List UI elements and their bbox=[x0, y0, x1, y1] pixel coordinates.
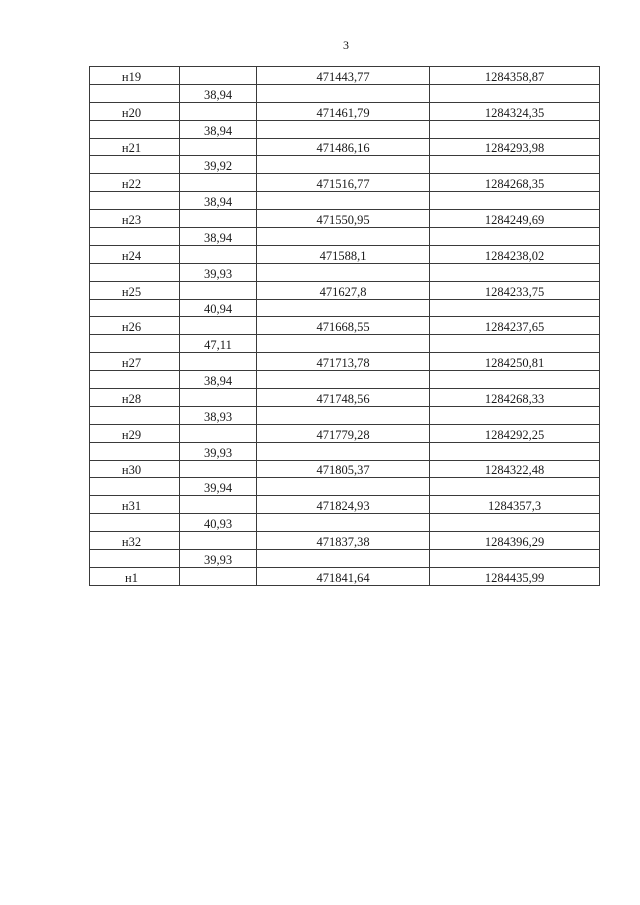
distance-cell-empty bbox=[180, 317, 257, 335]
point-name-cell: н21 bbox=[90, 138, 180, 156]
x-coordinate-cell-empty bbox=[257, 228, 430, 246]
y-coordinate-cell-empty bbox=[430, 442, 600, 460]
distance-cell-empty bbox=[180, 210, 257, 228]
point-name-cell-empty bbox=[90, 371, 180, 389]
distance-cell: 39,93 bbox=[180, 263, 257, 281]
point-name-cell: н28 bbox=[90, 389, 180, 407]
point-name-cell-empty bbox=[90, 192, 180, 210]
point-name-cell-empty bbox=[90, 156, 180, 174]
point-name-cell-empty bbox=[90, 550, 180, 568]
point-row bbox=[90, 389, 600, 407]
distance-cell: 39,92 bbox=[180, 156, 257, 174]
point-name-cell-empty bbox=[90, 406, 180, 424]
x-coordinate-cell-empty bbox=[257, 156, 430, 174]
x-coordinate-cell-empty bbox=[257, 84, 430, 102]
y-coordinate-cell: 1284293,98 bbox=[430, 138, 600, 156]
y-coordinate-cell: 1284322,48 bbox=[430, 460, 600, 478]
x-coordinate-cell: 471550,95 bbox=[257, 210, 430, 228]
y-coordinate-cell: 1284292,25 bbox=[430, 424, 600, 442]
distance-cell-empty bbox=[180, 245, 257, 263]
point-name-cell-empty bbox=[90, 120, 180, 138]
y-coordinate-cell: 1284237,65 bbox=[430, 317, 600, 335]
y-coordinate-cell: 1284233,75 bbox=[430, 281, 600, 299]
x-coordinate-cell-empty bbox=[257, 514, 430, 532]
point-row bbox=[90, 138, 600, 156]
x-coordinate-cell: 471516,77 bbox=[257, 174, 430, 192]
distance-row bbox=[90, 442, 600, 460]
y-coordinate-cell: 1284268,33 bbox=[430, 389, 600, 407]
x-coordinate-cell-empty bbox=[257, 406, 430, 424]
y-coordinate-cell-empty bbox=[430, 263, 600, 281]
point-row bbox=[90, 532, 600, 550]
point-row bbox=[90, 496, 600, 514]
point-name-cell-empty bbox=[90, 228, 180, 246]
distance-row bbox=[90, 120, 600, 138]
point-name-cell: н22 bbox=[90, 174, 180, 192]
point-row bbox=[90, 424, 600, 442]
point-row bbox=[90, 174, 600, 192]
x-coordinate-cell-empty bbox=[257, 192, 430, 210]
point-name-cell: н27 bbox=[90, 353, 180, 371]
x-coordinate-cell: 471588,1 bbox=[257, 245, 430, 263]
distance-cell-empty bbox=[180, 389, 257, 407]
y-coordinate-cell-empty bbox=[430, 156, 600, 174]
point-name-cell: н26 bbox=[90, 317, 180, 335]
y-coordinate-cell-empty bbox=[430, 192, 600, 210]
y-coordinate-cell: 1284324,35 bbox=[430, 102, 600, 120]
distance-row bbox=[90, 478, 600, 496]
point-name-cell-empty bbox=[90, 84, 180, 102]
distance-row bbox=[90, 406, 600, 424]
y-coordinate-cell-empty bbox=[430, 371, 600, 389]
point-row bbox=[90, 210, 600, 228]
y-coordinate-cell-empty bbox=[430, 406, 600, 424]
x-coordinate-cell: 471627,8 bbox=[257, 281, 430, 299]
x-coordinate-cell-empty bbox=[257, 335, 430, 353]
point-name-cell: н1 bbox=[90, 567, 180, 585]
y-coordinate-cell-empty bbox=[430, 299, 600, 317]
point-name-cell: н29 bbox=[90, 424, 180, 442]
y-coordinate-cell: 1284358,87 bbox=[430, 67, 600, 85]
distance-cell: 38,93 bbox=[180, 406, 257, 424]
y-coordinate-cell-empty bbox=[430, 478, 600, 496]
x-coordinate-cell-empty bbox=[257, 371, 430, 389]
distance-row bbox=[90, 550, 600, 568]
distance-cell-empty bbox=[180, 567, 257, 585]
point-name-cell: н30 bbox=[90, 460, 180, 478]
point-name-cell-empty bbox=[90, 335, 180, 353]
x-coordinate-cell: 471805,37 bbox=[257, 460, 430, 478]
y-coordinate-cell: 1284357,3 bbox=[430, 496, 600, 514]
x-coordinate-cell-empty bbox=[257, 550, 430, 568]
distance-cell: 39,93 bbox=[180, 550, 257, 568]
distance-row bbox=[90, 84, 600, 102]
distance-row bbox=[90, 156, 600, 174]
x-coordinate-cell: 471668,55 bbox=[257, 317, 430, 335]
distance-cell-empty bbox=[180, 102, 257, 120]
distance-cell: 39,94 bbox=[180, 478, 257, 496]
y-coordinate-cell: 1284396,29 bbox=[430, 532, 600, 550]
x-coordinate-cell-empty bbox=[257, 263, 430, 281]
x-coordinate-cell: 471443,77 bbox=[257, 67, 430, 85]
distance-cell-empty bbox=[180, 496, 257, 514]
distance-cell: 38,94 bbox=[180, 120, 257, 138]
distance-cell-empty bbox=[180, 460, 257, 478]
coordinates-table-body bbox=[90, 67, 600, 586]
point-name-cell: н24 bbox=[90, 245, 180, 263]
y-coordinate-cell-empty bbox=[430, 514, 600, 532]
distance-row bbox=[90, 299, 600, 317]
distance-cell: 47,11 bbox=[180, 335, 257, 353]
distance-row bbox=[90, 371, 600, 389]
distance-cell: 38,94 bbox=[180, 371, 257, 389]
x-coordinate-cell: 471486,16 bbox=[257, 138, 430, 156]
point-row bbox=[90, 281, 600, 299]
distance-cell: 40,94 bbox=[180, 299, 257, 317]
y-coordinate-cell: 1284435,99 bbox=[430, 567, 600, 585]
distance-cell-empty bbox=[180, 353, 257, 371]
y-coordinate-cell-empty bbox=[430, 84, 600, 102]
distance-cell-empty bbox=[180, 281, 257, 299]
distance-row bbox=[90, 192, 600, 210]
point-row bbox=[90, 353, 600, 371]
x-coordinate-cell-empty bbox=[257, 478, 430, 496]
y-coordinate-cell: 1284249,69 bbox=[430, 210, 600, 228]
distance-row bbox=[90, 335, 600, 353]
y-coordinate-cell: 1284268,35 bbox=[430, 174, 600, 192]
x-coordinate-cell: 471779,28 bbox=[257, 424, 430, 442]
page-number: 3 bbox=[343, 38, 349, 52]
x-coordinate-cell: 471841,64 bbox=[257, 567, 430, 585]
distance-cell: 38,94 bbox=[180, 228, 257, 246]
distance-cell: 39,93 bbox=[180, 442, 257, 460]
x-coordinate-cell: 471748,56 bbox=[257, 389, 430, 407]
point-name-cell: н31 bbox=[90, 496, 180, 514]
distance-cell-empty bbox=[180, 138, 257, 156]
point-row bbox=[90, 102, 600, 120]
y-coordinate-cell: 1284238,02 bbox=[430, 245, 600, 263]
y-coordinate-cell-empty bbox=[430, 335, 600, 353]
distance-row bbox=[90, 263, 600, 281]
point-name-cell-empty bbox=[90, 478, 180, 496]
point-name-cell-empty bbox=[90, 299, 180, 317]
point-name-cell-empty bbox=[90, 263, 180, 281]
point-name-cell: н32 bbox=[90, 532, 180, 550]
point-row bbox=[90, 567, 600, 585]
y-coordinate-cell-empty bbox=[430, 550, 600, 568]
coordinates-table bbox=[89, 66, 600, 586]
y-coordinate-cell-empty bbox=[430, 120, 600, 138]
distance-cell-empty bbox=[180, 67, 257, 85]
distance-cell: 40,93 bbox=[180, 514, 257, 532]
point-row bbox=[90, 245, 600, 263]
distance-cell: 38,94 bbox=[180, 84, 257, 102]
x-coordinate-cell: 471837,38 bbox=[257, 532, 430, 550]
y-coordinate-cell: 1284250,81 bbox=[430, 353, 600, 371]
point-row bbox=[90, 317, 600, 335]
distance-cell-empty bbox=[180, 424, 257, 442]
x-coordinate-cell: 471461,79 bbox=[257, 102, 430, 120]
x-coordinate-cell-empty bbox=[257, 120, 430, 138]
point-name-cell: н23 bbox=[90, 210, 180, 228]
distance-cell-empty bbox=[180, 174, 257, 192]
point-name-cell-empty bbox=[90, 442, 180, 460]
point-name-cell: н20 bbox=[90, 102, 180, 120]
x-coordinate-cell: 471824,93 bbox=[257, 496, 430, 514]
distance-row bbox=[90, 514, 600, 532]
point-row bbox=[90, 67, 600, 85]
point-name-cell-empty bbox=[90, 514, 180, 532]
point-row bbox=[90, 460, 600, 478]
point-name-cell: н19 bbox=[90, 67, 180, 85]
x-coordinate-cell-empty bbox=[257, 442, 430, 460]
x-coordinate-cell: 471713,78 bbox=[257, 353, 430, 371]
distance-cell: 38,94 bbox=[180, 192, 257, 210]
point-name-cell: н25 bbox=[90, 281, 180, 299]
x-coordinate-cell-empty bbox=[257, 299, 430, 317]
y-coordinate-cell-empty bbox=[430, 228, 600, 246]
distance-cell-empty bbox=[180, 532, 257, 550]
distance-row bbox=[90, 228, 600, 246]
